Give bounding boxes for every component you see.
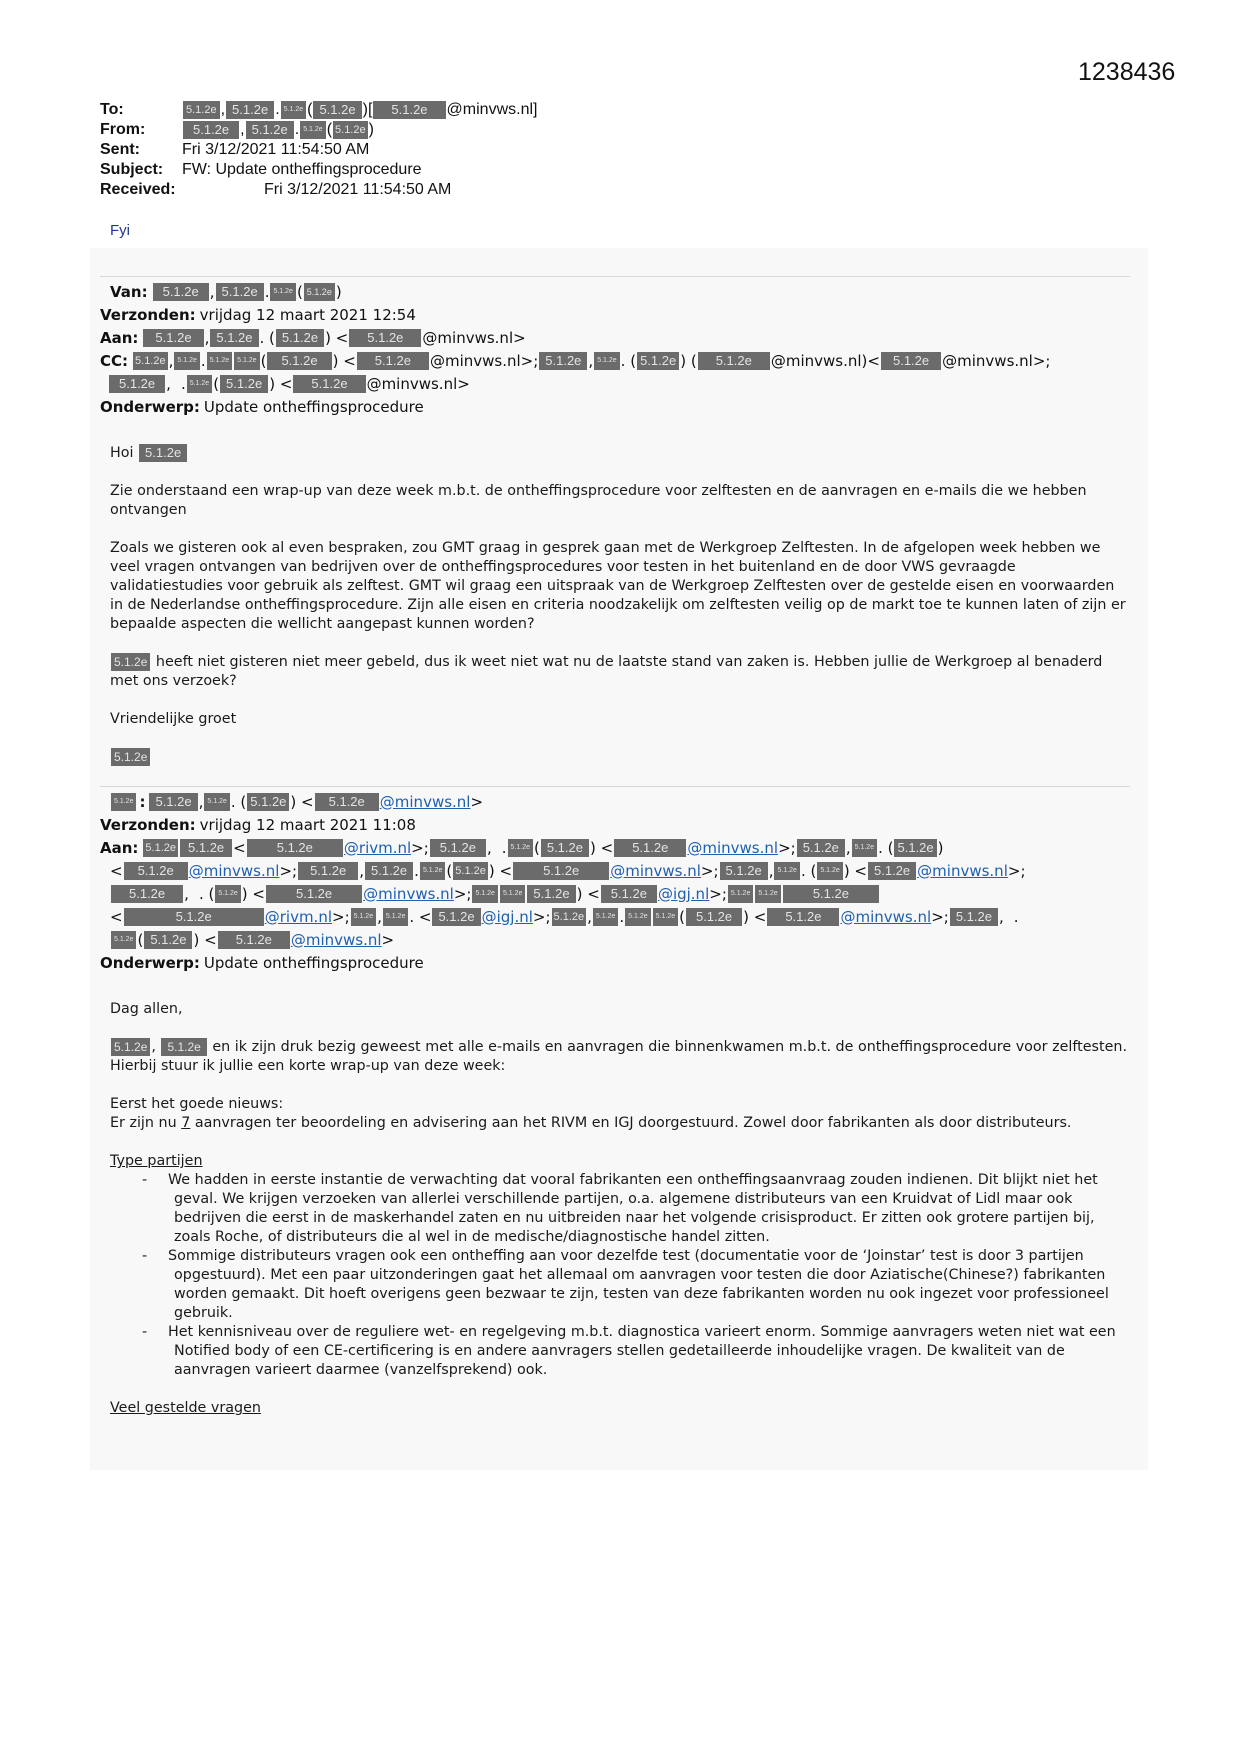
redaction: 5.1.2e [686, 908, 742, 926]
email-link[interactable]: @rivm.nl [343, 838, 412, 857]
aan-row-continued: 5.1.2e ( 5.1.2e ) < 5.1.2e @minvws.nl > [100, 928, 1026, 951]
redaction: 5.1.2e [420, 862, 445, 880]
redaction: 5.1.2e [552, 908, 587, 926]
aan-row-continued: < 5.1.2e @minvws.nl >; 5.1.2e , 5.1.2e . 5.1.2e ( 5.1.2e ) < 5.1.2e @minvws.nl >; 5.1.2e , 5.1.2e . ( 5.1.2e ) < 5.1.2e @minvws.nl >; [110, 861, 1026, 880]
redaction: 5.1.2e [797, 839, 845, 857]
list-item [142, 1247, 1130, 1323]
paragraph-text: aanvragen ter beoordeling en advisering aan het RIVM en IGJ doorgestuurd. Zowel door fabrikanten als door distributeurs. [190, 1115, 1072, 1131]
verzonden-label: Verzonden: [100, 305, 196, 324]
sent-row [100, 140, 537, 160]
message1-body [110, 444, 1130, 767]
redaction: 5.1.2e [183, 121, 239, 139]
email-link[interactable]: @rivm.nl [264, 907, 332, 926]
redaction: 5.1.2e [220, 375, 268, 393]
redaction: 5.1.2e [365, 862, 413, 880]
onderwerp-value: Update ontheffingsprocedure [203, 397, 424, 416]
redaction: 5.1.2e [453, 862, 488, 880]
bullet-list [110, 1171, 1130, 1380]
redaction: 5.1.2e [133, 352, 168, 370]
cc-domain: @minvws.nl>; [942, 351, 1051, 370]
redaction: 5.1.2e [276, 329, 324, 347]
onderwerp-row [100, 951, 1026, 974]
redaction: 5.1.2e [783, 885, 879, 903]
subject-label: Subject: [100, 161, 164, 178]
redaction: 5.1.2e [204, 793, 229, 811]
redaction: 5.1.2e [500, 885, 525, 903]
redaction: 5.1.2e [351, 908, 376, 926]
fyi-note: Fyi [110, 222, 130, 239]
redaction: 5.1.2e [313, 101, 361, 119]
cc-row-continued: 5.1.2e , . 5.1.2e ( 5.1.2e ) < 5.1.2e @minvws.nl> [100, 372, 1050, 395]
verzonden-row [100, 813, 1026, 836]
list-item [142, 1323, 1130, 1380]
message2-body [110, 1000, 1130, 1418]
email-link[interactable]: @minvws.nl [379, 792, 471, 811]
redaction: 5.1.2e [881, 352, 941, 370]
email-link[interactable]: @minvws.nl [840, 907, 932, 926]
list-item-text: - Sommige distributeurs vragen ook een ontheffing aan voor dezelfde test (documentatie voor de ‘Joinstar’ test is door 3 partijen opgestuurd). Met een paar uitzonderingen gaat het allemaal om aanvragen voor testen die door Aziatische(Chinese?) fabrikanten worden gemaakt. Dit hoeft overigens geen bezwaar te zijn, testen van deze fabrikanten worden nu ook ingezet voor professioneel gebruik. [168, 1248, 1109, 1321]
redaction: 5.1.2e [216, 283, 264, 301]
redaction: 5.1.2e [698, 352, 770, 370]
onderwerp-row [100, 395, 1050, 418]
redaction: 5.1.2e [281, 101, 306, 119]
email-link[interactable]: @minvws.nl [917, 861, 1008, 880]
redaction: 5.1.2e [653, 908, 678, 926]
redaction: 5.1.2e [539, 352, 587, 370]
redaction: 5.1.2e [218, 931, 290, 949]
outer-email-header [100, 100, 537, 200]
email-link[interactable]: @igj.nl [481, 907, 533, 926]
redaction: 5.1.2e [267, 352, 331, 370]
redaction: 5.1.2e [187, 375, 212, 393]
redaction: 5.1.2e [298, 862, 358, 880]
paragraph-text: en ik zijn druk bezig geweest met alle e-mails en aanvragen die binnenkwamen m.b.t. de ontheffingsprocedure voor zelftesten. Hierbij stuur ik jullie een korte wrap-up van deze week: [110, 1039, 1127, 1074]
redaction: 5.1.2e [430, 839, 486, 857]
redaction: 5.1.2e [293, 375, 365, 393]
redaction: 5.1.2e [143, 839, 178, 857]
section-title: Type partijen [110, 1153, 203, 1169]
redaction: 5.1.2e [111, 885, 183, 903]
onderwerp-value: Update ontheffingsprocedure [203, 953, 424, 972]
redaction: 5.1.2e [234, 352, 259, 370]
van-label: Van: [110, 282, 148, 301]
redaction: 5.1.2e [637, 352, 679, 370]
good-news-heading: Eerst het goede nieuws: [110, 1096, 284, 1112]
closing: Vriendelijke groet [110, 711, 237, 727]
received-value: Fri 3/12/2021 11:54:50 AM [264, 181, 452, 198]
request-count: 7 [181, 1115, 191, 1131]
paragraph: Zie onderstaand een wrap-up van deze week m.b.t. de ontheffingsprocedure voor zelftesten en de aanvragen en e-mails die we hebben ontvangen [110, 483, 1087, 518]
aan-domain: @minvws.nl> [422, 328, 526, 347]
van-row: Van: 5.1.2e , 5.1.2e . 5.1.2e ( 5.1.2e ) [110, 282, 342, 301]
verzonden-label: Verzonden: [100, 815, 196, 834]
redaction: 5.1.2e [139, 444, 187, 462]
verzonden-value: vrijdag 12 maart 2021 11:08 [199, 815, 416, 834]
aan-label: Aan: [100, 328, 139, 347]
redaction: 5.1.2e [432, 908, 480, 926]
verzonden-row [100, 303, 1050, 326]
message2-header [100, 790, 1026, 974]
redaction: 5.1.2e [226, 101, 274, 119]
redaction: 5.1.2e [625, 908, 650, 926]
aan-row-continued: < 5.1.2e @rivm.nl >; 5.1.2e , 5.1.2e . < 5.1.2e @igj.nl >; 5.1.2e , 5.1.2e . 5.1.2e 5.1.2e ( 5.1.2e ) < 5.1.2e @minvws.nl >; 5.1.2e , . [110, 907, 1019, 926]
aan-row-continued: 5.1.2e , . ( 5.1.2e ) < 5.1.2e @minvws.nl >; 5.1.2e 5.1.2e 5.1.2e ) < 5.1.2e @igj.nl >; 5.1.2e 5.1.2e 5.1.2e [100, 882, 1026, 905]
redaction: 5.1.2e [593, 908, 618, 926]
greeting-text: Hoi [110, 445, 134, 461]
redaction: 5.1.2e [333, 121, 368, 139]
redaction: 5.1.2e [247, 793, 289, 811]
subject-row [100, 160, 537, 180]
redaction: 5.1.2e [755, 885, 780, 903]
redaction: 5.1.2e [270, 283, 295, 301]
document-number: 1238436 [1078, 58, 1176, 86]
redaction: 5.1.2e [111, 1038, 150, 1056]
redaction: 5.1.2e [215, 885, 240, 903]
redaction: 5.1.2e [300, 121, 325, 139]
redaction: 5.1.2e [149, 793, 197, 811]
redaction: 5.1.2e [508, 839, 533, 857]
redaction: 5.1.2e [266, 885, 362, 903]
redaction: 5.1.2e [594, 352, 619, 370]
paragraph: Zoals we gisteren ook al even bespraken, zou GMT graag in gesprek gaan met de Werkgroep Zelftesten. In de afgelopen week hebben we veel vragen ontvangen van bedrijven over de ontheffingsprocedures voor testen in het buitenland en de door VWS gevraagde validatiestudies voor gebruik als zelftest. GMT wil graag een uitspraak van de Werkgroep Zelftesten over de gestelde eisen en voorwaarden in de Nederlandse ontheffingsprocedure. Zijn alle eisen en criteria noodzakelijk om zelftesten veilig op de markt toe te kunnen laten of zijn er bepaalde aspecten die wellicht aangepast kunnen worden? [110, 540, 1126, 632]
email-link[interactable]: @minvws.nl [290, 930, 382, 949]
cc-domain: @minvws.nl>; [429, 351, 539, 370]
cc-label: CC: [100, 351, 129, 370]
redaction: 5.1.2e [183, 101, 220, 119]
separator [100, 786, 1130, 787]
redaction: 5.1.2e [349, 329, 421, 347]
sent-label: Sent: [100, 141, 140, 158]
received-label: Received: [100, 181, 176, 198]
onderwerp-label: Onderwerp: [100, 397, 200, 416]
redaction: 5.1.2e [373, 101, 445, 119]
redaction: 5.1.2e [472, 885, 497, 903]
redaction: 5.1.2e [868, 862, 916, 880]
list-item-text: - Het kennisniveau over de reguliere wet- en regelgeving m.b.t. diagnostica varieert enorm. Sommige aanvragers weten niet wat een Notified body of een CE-certificering is en andere aanvragers stellen gedetailleerde inhoudelijke vragen. De kwaliteit van de aanvragen varieert daarmee (vanzelfsprekend) ook. [168, 1324, 1116, 1378]
redaction: 5.1.2e [894, 839, 936, 857]
redaction: 5.1.2e [247, 839, 343, 857]
list-item-text: - We hadden in eerste instantie de verwachting dat vooral fabrikanten een ontheffingsaanvraag zouden indienen. Dit blijkt niet het geval. We krijgen verzoeken van allerlei verschillende partijen, o.a. algemene distributeurs van een Kruidvat of Lidl maar ook bedrijven die eerst in de maskerhandel zaten en nu uitbreiden naar het volgende crisisproduct. Er zitten ook grotere partijen bij, zoals Roche, of distributeurs die al wel in de medische/diagnostische handel zitten. [168, 1172, 1098, 1245]
redaction: 5.1.2e [111, 748, 150, 766]
redaction: 5.1.2e [315, 793, 379, 811]
redaction: 5.1.2e [852, 839, 877, 857]
cc-domain: @minvws.nl> [366, 374, 470, 393]
email-link[interactable]: @minvws.nl [687, 838, 779, 857]
redaction: 5.1.2e [614, 839, 686, 857]
cc-domain: @minvws.nl) [770, 351, 868, 370]
paragraph [110, 1114, 1130, 1133]
paragraph: 5.1.2e , 5.1.2e en ik zijn druk bezig geweest met alle e-mails en aanvragen die binnenkwamen m.b.t. de ontheffingsprocedure voor zelftesten. Hierbij stuur ik jullie een korte wrap-up van deze week: [110, 1039, 1127, 1074]
redaction: 5.1.2e [527, 885, 575, 903]
redaction: 5.1.2e [728, 885, 753, 903]
redaction: 5.1.2e [144, 931, 192, 949]
section-title: Veel gestelde vragen [110, 1400, 261, 1416]
redaction: 5.1.2e [720, 862, 768, 880]
paragraph [110, 653, 1130, 691]
to-domain: @minvws.nl] [446, 101, 538, 118]
redaction: 5.1.2e [124, 862, 188, 880]
onderwerp-label: Onderwerp: [100, 953, 200, 972]
verzonden-value: vrijdag 12 maart 2021 12:54 [199, 305, 416, 324]
to-row: To: 5.1.2e , 5.1.2e . 5.1.2e ( 5.1.2e )[ 5.1.2e @minvws.nl] [100, 101, 538, 118]
redaction: 5.1.2e [383, 908, 408, 926]
redaction: 5.1.2e [111, 793, 136, 811]
redaction: 5.1.2e [817, 862, 842, 880]
redaction: 5.1.2e [161, 1038, 206, 1056]
cc-row: CC: 5.1.2e , 5.1.2e . 5.1.2e 5.1.2e ( 5.1.2e ) < 5.1.2e @minvws.nl>; 5.1.2e , 5.1.2e . ( 5.1.2e ) ( 5.1.2e @minvws.nl) < 5.1.2e @minvws.nl>; [100, 351, 1051, 370]
aan-row: Aan: 5.1.2e 5.1.2e < 5.1.2e @rivm.nl >; 5.1.2e , . 5.1.2e ( 5.1.2e ) < 5.1.2e @minvws.nl >; 5.1.2e , 5.1.2e . ( 5.1.2e ) [100, 838, 944, 857]
redaction: 5.1.2e [304, 283, 335, 301]
redaction: 5.1.2e [767, 908, 839, 926]
redaction: 5.1.2e [513, 862, 609, 880]
redaction: 5.1.2e [601, 885, 657, 903]
paragraph-text: heeft niet gisteren niet meer gebeld, dus ik weet niet wat nu de laatste stand van zaken is. Hebben jullie de Werkgroep al benaderd met ons verzoek? [110, 654, 1103, 689]
redaction: 5.1.2e [153, 283, 209, 301]
sent-value: Fri 3/12/2021 11:54:50 AM [182, 141, 370, 158]
redaction: 5.1.2e [774, 862, 799, 880]
from-label: From: [100, 121, 146, 138]
paragraph-text: Er zijn nu [110, 1115, 182, 1131]
subject-value: FW: Update ontheffingsprocedure [182, 161, 422, 178]
redaction: 5.1.2e [111, 653, 150, 671]
email-link[interactable]: @minvws.nl [610, 861, 701, 880]
from-row: From: 5.1.2e , 5.1.2e . 5.1.2e ( 5.1.2e ) [100, 121, 374, 138]
redaction: 5.1.2e [357, 352, 429, 370]
redaction: 5.1.2e [210, 329, 258, 347]
redaction: 5.1.2e [124, 908, 264, 926]
to-label: To: [100, 101, 124, 118]
van-row: 5.1.2e : 5.1.2e , 5.1.2e . ( 5.1.2e ) < 5.1.2e @minvws.nl > [100, 790, 1026, 813]
redaction: 5.1.2e [950, 908, 998, 926]
greeting: Dag allen, [110, 1001, 183, 1017]
redaction: 5.1.2e [109, 375, 165, 393]
redaction: 5.1.2e [541, 839, 589, 857]
redaction: 5.1.2e [180, 839, 232, 857]
email-link[interactable]: @minvws.nl [363, 884, 454, 903]
redaction: 5.1.2e [174, 352, 199, 370]
redaction: 5.1.2e [111, 931, 136, 949]
email-link[interactable]: @igj.nl [657, 884, 710, 903]
redaction: 5.1.2e [143, 329, 203, 347]
message1-header [100, 280, 1050, 418]
greeting [110, 444, 1130, 463]
aan-label: Aan: [100, 838, 139, 857]
redaction: 5.1.2e [246, 121, 294, 139]
signature [110, 748, 1130, 767]
received-row [100, 180, 537, 200]
list-item [142, 1171, 1130, 1247]
redaction: 5.1.2e [207, 352, 232, 370]
aan-row: Aan: 5.1.2e , 5.1.2e . ( 5.1.2e ) < 5.1.2e @minvws.nl> [100, 328, 526, 347]
separator [100, 276, 1130, 277]
email-link[interactable]: @minvws.nl [188, 861, 280, 880]
